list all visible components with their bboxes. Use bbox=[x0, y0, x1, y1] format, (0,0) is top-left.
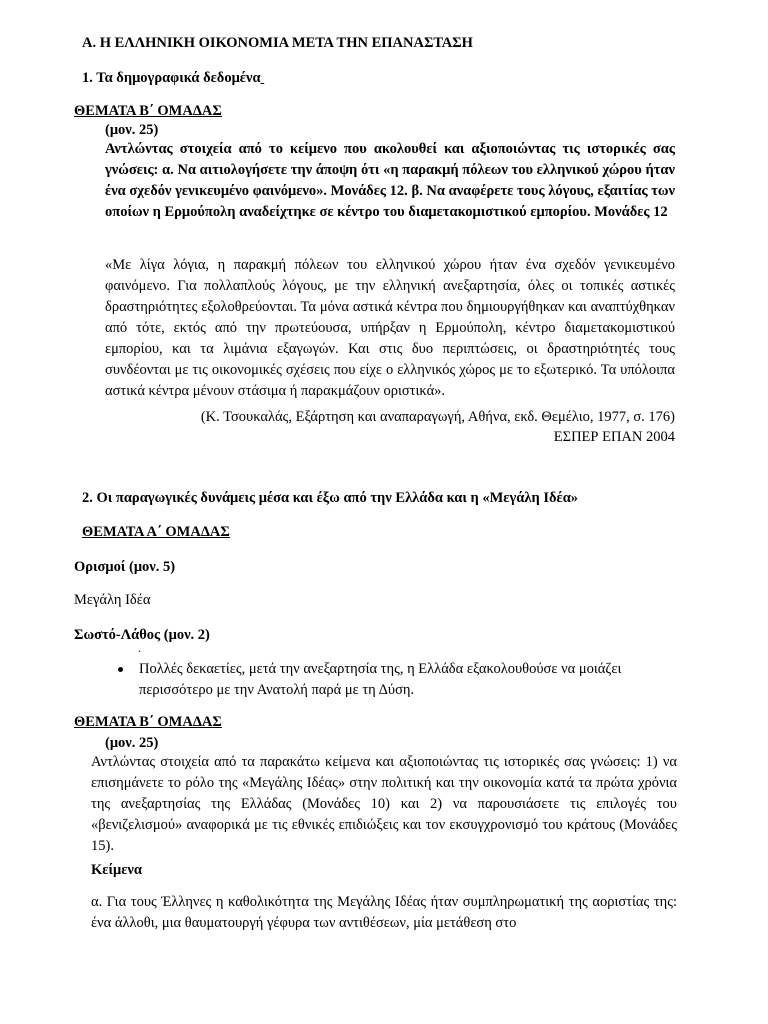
definitions-label: Ορισμοί (μον. 5) bbox=[74, 559, 176, 575]
section-2-heading-a: ΘΕΜΑΤΑ Α΄ ΟΜΑΔΑΣ bbox=[82, 524, 230, 540]
bullet-icon bbox=[118, 667, 123, 672]
true-false-label: Σωστό-Λάθος (μον. 2) bbox=[74, 627, 210, 643]
text-a: α. Για τους Έλληνες η καθολικότητα της Μεγάλης Ιδέας ήταν συμπληρωματική της αοριστίας της: ένα άλλοθι, μια θαυματουργή γέφυρα των αντιθέσεων, μία μετάθεση στο bbox=[91, 894, 677, 931]
main-title: Α. Η ΕΛΛΗΝΙΚΗ ΟΙΚΟΝΟΜΙΑ ΜΕΤΑ ΤΗΝ ΕΠΑΝΑΣΤΑΣΗ bbox=[82, 35, 473, 51]
section-1-question: Αντλώντας στοιχεία από το κείμενο που ακολουθεί και αξιοποιώντας τις ιστορικές σας γνώσεις: α. Να αιτιολογήσετε την άποψη ότι «η παρακμή πόλεων του ελληνικού χώρου ήταν ένα σχεδόν γενικευμένο φαινόμενο». Μονάδες 12. β. Να αναφέρετε τους λόγους, εξαιτίας των οποίων η Ερμούπολη αναδείχτηκε σε κέντρο του διαμετακομιστικού εμπορίου. Μονάδες 12 bbox=[105, 141, 675, 220]
section-2-question: Αντλώντας στοιχεία από τα παρακάτω κείμενα και αξιοποιώντας τις ιστορικές σας γνώσεις: 1) να επισημάνετε το ρόλο της «Μεγάλης Ιδέας» στην πολιτική και την οικονομία κατά τα πρώτα χρόνια της ανεξαρτησίας της Ελλάδας (Μονάδες 10) και 2) να παρουσιάσετε τις επιλογές του «βενιζελισμού» αναφορικά με τις εθνικές επιδιώξεις και τον εκσυγχρονισμό του κράτους (Μονάδες 15). bbox=[91, 754, 677, 854]
section-1-marks: (μον. 25) bbox=[105, 122, 159, 138]
definition-term: Μεγάλη Ιδέα bbox=[74, 592, 151, 608]
section-1-quote: «Με λίγα λόγια, η παρακμή πόλεων του ελληνικού χώρου ήταν ένα σχεδόν γενικευμένο φαινόμενο. Για πολλαπλούς λόγους, με την ελληνική ανεξαρτησία, όλες οι τοπικές αστικές δραστηριότητες εξολοθρεύονται. Τα μόνα αστικά κέντρα που δημιουργήθηκαν και αναπτύχθηκαν από τότε, εκτός από την πρωτεύουσα, υπήρξαν η Ερμούπολη, κέντρο διαμετακομιστικού εμπορίου, και τα λιμάνια εξαγωγών. Και στις δυο περιπτώσεις, οι δραστηριότητές τους συνδέονται με τις οικονομικές σχέσεις που είχε ο ελληνικός χώρος με το εξωτερικό. Τα υπόλοιπα αστικά κέντρα μένουν στάσιμα ή παρακμάζουν οριστικά». bbox=[105, 257, 675, 399]
section-2-title: 2. Οι παραγωγικές δυνάμεις μέσα και έξω από την Ελλάδα και η «Μεγάλη Ιδέα» bbox=[82, 490, 579, 506]
section-1-heading-b: ΘΕΜΑΤΑ Β΄ ΟΜΑΔΑΣ bbox=[74, 103, 222, 119]
true-false-item-text: Πολλές δεκαετίες, μετά την ανεξαρτησία της, η Ελλάδα εξακολουθούσε να μοιάζει περισσότερο με την Ανατολή παρά με τη Δύση. bbox=[139, 661, 622, 698]
section-1-citation: (Κ. Τσουκαλάς, Εξάρτηση και αναπαραγωγή, Αθήνα, εκδ. Θεμέλιο, 1977, σ. 176) bbox=[200, 409, 675, 425]
section-2-heading-b: ΘΕΜΑΤΑ Β΄ ΟΜΑΔΑΣ bbox=[74, 714, 222, 730]
true-false-item bbox=[139, 659, 679, 701]
section-1-title-text: 1. Τα δημογραφικά δεδομένα bbox=[82, 70, 261, 86]
texts-label: Κείμενα bbox=[91, 862, 142, 878]
section-1-title bbox=[82, 68, 264, 89]
section-1-exam-ref: ΕΣΠΕΡ ΕΠΑΝ 2004 bbox=[553, 429, 675, 445]
stray-dot: . bbox=[138, 641, 141, 655]
section-2-marks: (μον. 25) bbox=[105, 735, 159, 751]
